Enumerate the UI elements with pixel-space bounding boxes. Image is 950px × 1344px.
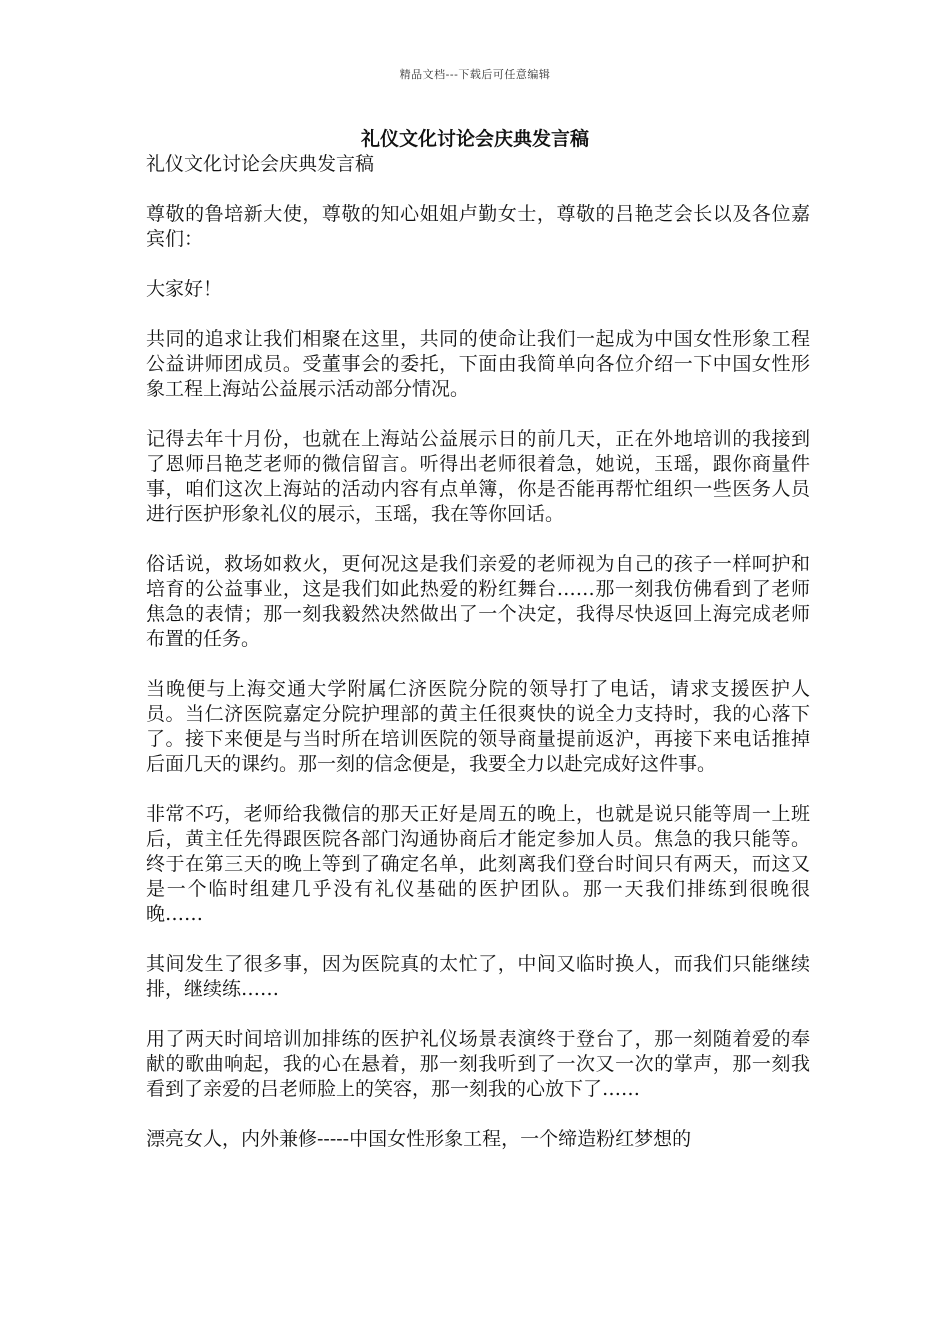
document-body [146,152,810,1177]
paragraph-greeting: 大家好！ [146,278,223,300]
paragraph: 当晚便与上海交通大学附属仁济医院分院的领导打了电话，请求支援医护人员。当仁济医院嘉定分院护理部的黄主任很爽快的说全力支持时，我的心落下了。接下来便是与当时所在培训医院的领导商量提前返沪，再接下来电话推掉后面几天的课约。那一刻的信念便是，我要全力以赴完成好这件事。 [146,678,810,775]
document-title: 礼仪文化讨论会庆典发言稿 [360,128,589,150]
paragraph: 共同的追求让我们相聚在这里，共同的使命让我们一起成为中国女性形象工程公益讲师团成员。受董事会的委托，下面由我简单向各位介绍一下中国女性形象工程上海站公益展示活动部分情况。 [146,328,810,400]
paragraph: 记得去年十月份，也就在上海站公益展示日的前几天，正在外地培训的我接到了恩师吕艳芝老师的微信留言。听得出老师很着急，她说，玉瑶，跟你商量件事，咱们这次上海站的活动内容有点单簿，你是否能再帮忙组织一些医务人员进行医护形象礼仪的展示，玉瑶，我在等你回话。 [146,428,810,525]
paragraph: 俗话说，救场如救火，更何况这是我们亲爱的老师视为自己的孩子一样呵护和培育的公益事业，这是我们如此热爱的粉红舞台……那一刻我仿佛看到了老师焦急的表情；那一刻我毅然决然做出了一个决定，我得尽快返回上海完成老师布置的任务。 [146,553,810,650]
header-note: 精品文档---下载后可任意编辑 [399,68,551,81]
paragraph: 漂亮女人，内外兼修-----中国女性形象工程，一个缔造粉红梦想的 [146,1128,692,1150]
paragraph-salutation: 尊敬的鲁培新大使，尊敬的知心姐姐卢勤女士，尊敬的吕艳芝会长以及各位嘉宾们： [146,203,810,250]
paragraph: 用了两天时间培训加排练的医护礼仪场景表演终于登台了，那一刻随着爱的奉献的歌曲响起，我的心在悬着，那一刻我听到了一次又一次的掌声，那一刻我看到了亲爱的吕老师脸上的笑容，那一刻我的心放下了…… [146,1028,810,1100]
paragraph: 其间发生了很多事，因为医院真的太忙了，中间又临时换人，而我们只能继续排，继续练…… [146,953,810,1000]
paragraph: 非常不巧，老师给我微信的那天正好是周五的晚上，也就是说只能等周一上班后，黄主任先得跟医院各部门沟通协商后才能定参加人员。焦急的我只能等。终于在第三天的晚上等到了确定名单，此刻离我们登台时间只有两天，而这又是一个临时组建几乎没有礼仪基础的医护团队。那一天我们排练到很晚很晚…… [146,803,810,925]
document-subtitle: 礼仪文化讨论会庆典发言稿 [146,153,375,175]
